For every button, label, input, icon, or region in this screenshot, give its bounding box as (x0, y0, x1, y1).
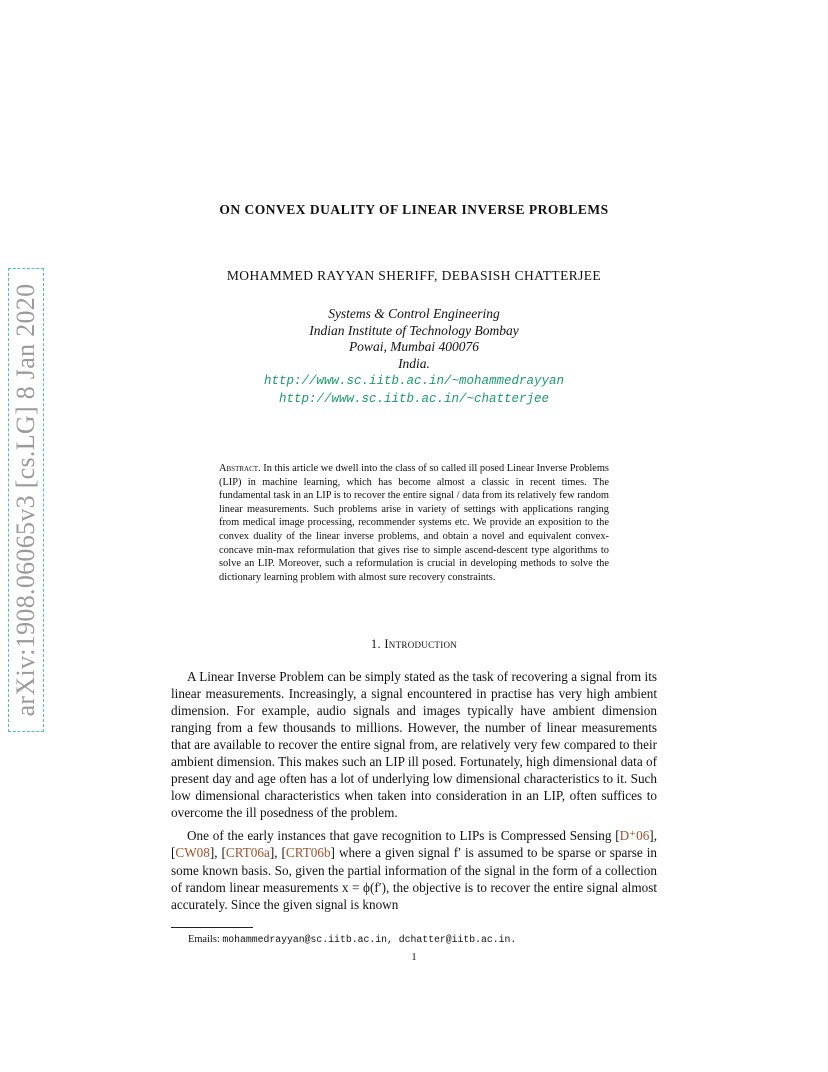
paragraph: A Linear Inverse Problem can be simply stated as the task of recovering a signal from its linear measurements. Increasingly, a signal encountered in practise has very high ambient dimension. For example, audio signals and images typically have ambient dimension ranging from a few thousands to millions. However, the number of linear measurements that are available to recover the entire signal from, are relatively very few compared to their ambient dimension. This makes such an LIP ill posed. Fortunately, high dimensional data of present day and age often has a lot of underlying low dimensional characteristics to it. Such low dimensional characteristics when taken into consideration in an LIP, often suffices to overcome the ill posedness of the problem. (171, 669, 657, 821)
paragraph-text: One of the early instances that gave recognition to LIPs is Compressed Sensing (187, 828, 612, 844)
author-homepage-link[interactable]: http://www.sc.iitb.ac.in/~mohammedrayyan (263, 374, 565, 388)
citation-link[interactable]: CRT06a (225, 845, 270, 861)
paper-authors: MOHAMMED RAYYAN SHERIFF, DEBASISH CHATTERJEE (226, 268, 602, 283)
affiliation-city: Powai, Mumbai 400076 (348, 339, 480, 354)
citation-link[interactable]: CW08 (175, 845, 210, 861)
author-homepage-link[interactable]: http://www.sc.iitb.ac.in/~chatterjee (278, 391, 550, 406)
affiliation-country: India. (398, 355, 430, 371)
footnote-emails: mohammedrayyan@sc.iitb.ac.in, dchatter@iitb.ac.in. (222, 934, 517, 945)
affiliation-department: Systems & Control Engineering (328, 306, 500, 321)
paragraph: One of the early instances that gave recognition to LIPs is Compressed Sensing [D⁺06], [CW08], [CRT06a], [CRT06b] where a given signal f′ is assumed to be sparse or sparse in some known basis. So, given the partial information of the signal in the form of a collection of random linear measurements x = ϕ(f′), the objective is to recover the entire signal almost accurately. Since the given signal is known (171, 828, 657, 912)
affiliation-block (0, 306, 828, 407)
body-text (171, 668, 657, 913)
page-number: 1 (411, 952, 417, 963)
paper-title: ON CONVEX DUALITY OF LINEAR INVERSE PROBLEMS (219, 202, 609, 217)
section-title: Introduction (384, 637, 458, 651)
footnote-rule (171, 927, 253, 928)
section-number: 1. (370, 637, 381, 651)
footnote-label: Emails: (188, 934, 220, 945)
affiliation-institute: Indian Institute of Technology Bombay (309, 322, 519, 338)
abstract-heading: Abstract. (219, 463, 261, 474)
paragraph-text: where a given signal f′ is assumed to be sparse or sparse in some known basis. So, given the partial information of the signal in the form of a collection of random linear measurements x = ϕ(f′), the objective is to recover the entire signal almost accurately. Since the given signal is known (171, 845, 657, 912)
arxiv-stamp-text: arXiv:1908.06065v3 [cs.LG] 8 Jan 2020 (11, 283, 40, 717)
footnote (188, 934, 516, 945)
abstract-text: In this article we dwell into the class of so called ill posed Linear Inverse Problems (LIP) in machine learning, which has become almost a classic in recent times. The fundamental task in an LIP is to recover the entire signal / data from its relatively few random linear measurements. Such problems arise in variety of settings with applications ranging from medical image processing, recommender systems etc. We provide an exposition to the convex duality of the linear inverse problems, and obtain a novel and equivalent convex-concave min-max reformulation that gives rise to simple ascend-descent type algorithms to solve an LIP. Moreover, such a reformulation is crucial in developing methods to solve the dictionary learning problem with almost sure recovery constraints. (219, 463, 610, 583)
citation-link[interactable]: D⁺06 (619, 828, 650, 844)
section-heading (0, 637, 828, 652)
abstract (219, 462, 609, 584)
citation-link[interactable]: CRT06b (285, 845, 331, 861)
